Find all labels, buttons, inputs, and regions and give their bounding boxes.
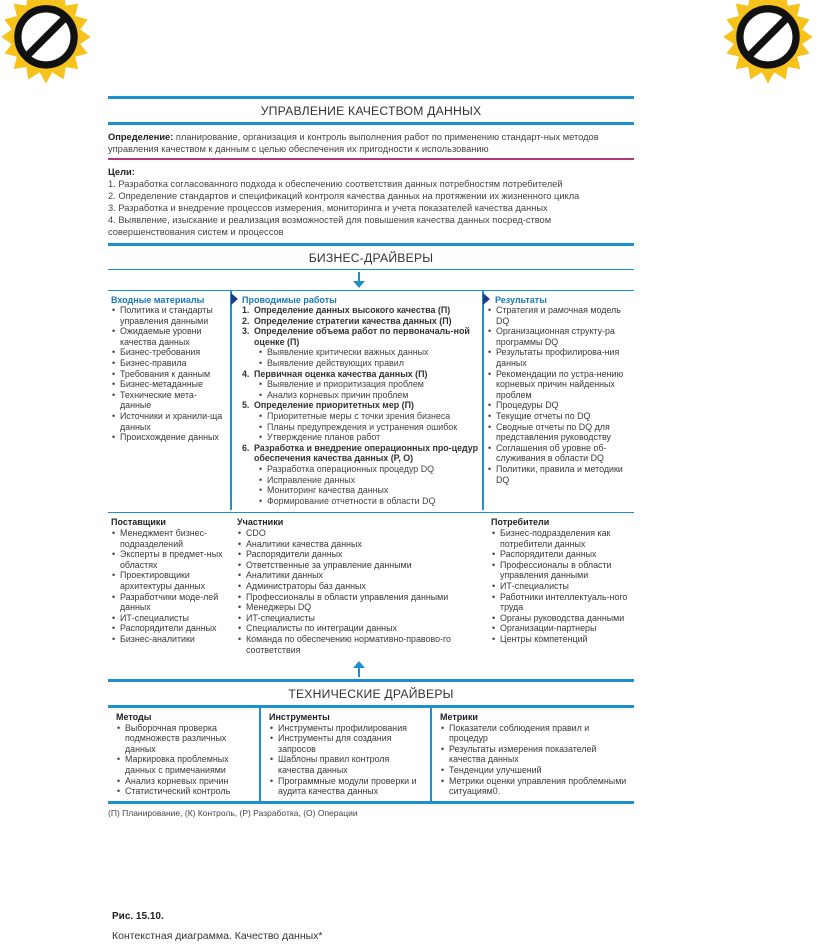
sub-item: • Мониторинг качества данных [258,485,478,496]
inputs-list [111,305,226,443]
sub-item: • Выявление критически важных данных [258,347,478,358]
activity-item [242,316,478,327]
list-item: • Бизнес-правила [111,358,226,369]
activities-list [242,305,478,506]
list-item: • Инструменты профилирования [269,723,426,734]
list-item: • Профессионалы в области управления данными [491,560,630,581]
no-sign-icon [0,0,98,92]
sub-item: • Исправление данных [258,475,478,486]
activity-item [242,400,478,442]
list-item: • Инструменты для создания запросов [269,733,426,754]
tools-heading: Инструменты [269,712,330,723]
list-item: • Аналитики данных [237,570,484,581]
list-item: • Процедуры DQ [487,400,630,411]
list-item: • Технические мета-данные [111,390,226,411]
list-item: • Бизнес-подразделения как потребители данных [491,528,630,549]
list-item: • Эксперты в предмет-ных областях [111,549,230,570]
list-item: • Текущие отчеты по DQ [487,411,630,422]
diagram-title: УПРАВЛЕНИЕ КАЧЕСТВОМ ДАННЫХ [260,104,482,118]
list-item: • Программные модули проверки и аудита качества данных [269,776,426,797]
activity-number: 3. [242,326,250,337]
business-drivers-title: БИЗНЕС-ДРАЙВЕРЫ [308,250,434,265]
triangle-marker-icon [231,293,238,305]
activity-item [242,326,478,368]
activity-label: Разработка и внедрение операционных про-цедур обеспечения качества данных (Р, О) [254,442,479,464]
goals-label: Цели: [108,166,135,177]
activity-label: Определение объема работ по первоначаль-ной оценке (П) [254,326,470,347]
list-item: • Ожидаемые уровни качества данных [111,326,226,347]
list-item: • Стратегия и рамочная модель DQ [487,305,630,326]
list-item: • Организации-партнеры [491,623,630,634]
list-item: • ИТ-специалисты [111,613,230,624]
list-item: • Распорядители данных [237,549,484,560]
results-list [487,305,630,485]
list-item: • Команда по обеспечению нормативно-правово-го соответствия [237,634,484,655]
technical-drivers-title: ТЕХНИЧЕСКИЕ ДРАЙВЕРЫ [288,687,454,702]
participants-column [234,513,488,659]
arrow-down-icon [352,272,366,288]
list-item: • Маркировка проблемных данных с примечаниями [116,754,255,775]
list-item: • Требования к данным [111,369,226,380]
list-item: • ИТ-специалисты [491,581,630,592]
methods-heading: Методы [116,712,152,723]
list-item: • Анализ корневых причин [116,776,255,787]
sub-item: • Планы предупреждения и устранения ошибок [258,422,478,433]
list-item: • Выборочная проверка подмножеств различных данных [116,723,255,755]
methods-column [108,708,261,801]
no-sign-icon [716,0,816,92]
list-item: • Проектировщики архитектуры данных [111,570,230,591]
list-item: • Статистический контроль [116,786,255,797]
up-arrow-row [108,659,634,679]
list-item: • Результаты измерения показателей качества данных [440,744,630,765]
triangle-marker-icon [483,293,490,305]
activity-number: 6. [242,442,250,453]
activity-label: Определение стратегии качества данных (П) [254,315,452,326]
activity-label: Определение данных высокого качества (П) [254,305,451,316]
list-item: • Происхождение данных [111,432,226,443]
list-item: • Соглашения об уровне об-служивания в области DQ [487,443,630,464]
list-item: • Бизнес-аналитики [111,634,230,645]
activity-number: 5. [242,400,250,411]
activity-number: 4. [242,368,250,379]
list-item: • Показатели соблюдения правил и процедур [440,723,630,744]
sub-item: • Разработка операционных процедур DQ [258,464,478,475]
list-item: • Ответственные за управление данными [237,560,484,571]
list-item: • Источники и хранили-ща данных [111,411,226,432]
stakeholders [108,512,634,659]
list-item: • CDO [237,528,484,539]
goal-item: 1. Разработка согласованного подхода к обеспечению соответствия данных потребностям потребителей [108,178,563,189]
metrics-column [432,708,634,801]
results-heading: Результаты [495,294,547,305]
goals [108,160,634,243]
activity-number: 1. [242,305,250,316]
sub-item: • Формирование отчетности в области DQ [258,496,478,507]
list-item: • Бизнес-требования [111,347,226,358]
activity-item [242,369,478,401]
consumers-column [488,513,634,659]
sub-item: • Выявление действующих правил [258,358,478,369]
goal-item: 4. Выявление, изыскание и реализация возможностей для повышения качества данных посред-ством совершенствования систем и процессов [108,214,552,237]
sub-item: • Анализ корневых причин проблем [258,390,478,401]
list-item: • Менеджеры DQ [237,602,484,613]
definition [108,125,634,158]
list-item: • Разработчики моде-лей данных [111,592,230,613]
figure-number: Рис. 15.10. [112,911,164,922]
list-item: • Рекомендации по устра-нению корневых причин найденных проблем [487,369,630,401]
definition-text: планирование, организация и контроль выполнения работ по применению стандарт-ных методов управления качеством к данным с целью обеспечения их пригодности к использованию [108,132,599,154]
down-arrow-row [108,270,634,290]
sub-item: • Приоритетные меры с точки зрения бизнеса [258,411,478,422]
list-item: • Политики, правила и методики DQ [487,464,630,485]
list-item: • Центры компетенций [491,634,630,645]
list-item: • Распорядители данных [491,549,630,560]
activities-column [230,291,484,511]
list-item: • Тенденции улучшений [440,765,630,776]
legend: (П) Планирование, (К) Контроль, (Р) Разработка, (О) Операции [108,807,358,818]
activity-item [242,305,478,316]
suppliers-column [108,513,234,659]
activity-item [242,443,478,507]
technical-drivers [108,708,634,801]
list-item: • Организационная структу-ра программы DQ [487,326,630,347]
list-item: • Органы руководства данными [491,613,630,624]
inputs-column [108,291,230,511]
activities-heading: Проводимые работы [242,294,337,305]
arrow-up-icon [352,661,366,677]
sub-item: • Выявление и приоритизация проблем [258,379,478,390]
results-column [484,291,634,511]
activity-number: 2. [242,315,250,326]
activity-label: Определение приоритетных мер (П) [254,400,414,411]
list-item: • Менеджмент бизнес-подразделений [111,528,230,549]
tools-column [261,708,432,801]
list-item: • Аналитики качества данных [237,539,484,550]
definition-label: Определение: [108,132,174,142]
list-item: • ИТ-специалисты [237,613,484,624]
suppliers-heading: Поставщики [111,517,166,528]
list-item: • Работники интеллектуаль-ного труда [491,592,630,613]
list-item: • Администраторы баз данных [237,581,484,592]
participants-heading: Участники [237,517,284,528]
goal-item: 3. Разработка и внедрение процессов измерения, мониторинга и учета показателей качества данных [108,202,548,213]
consumers-heading: Потребители [491,517,550,528]
list-item: • Метрики оценки управления проблемными ситуациям0. [440,776,630,797]
list-item: • Распорядители данных [111,623,230,634]
inputs-heading: Входные материалы [111,294,205,305]
context-diagram [108,96,634,818]
goal-item: 2. Определение стандартов и спецификаций контроля качества данных на протяжении их жизненного цикла [108,190,580,201]
list-item: • Профессионалы в области управления данными [237,592,484,603]
list-item: • Специалисты по интеграции данных [237,623,484,634]
sipoc-main [108,290,634,511]
sub-item: • Утверждение планов работ [258,432,478,443]
list-item: • Результаты профилирова-ния данных [487,347,630,368]
list-item: • Сводные отчеты по DQ для представления руководству [487,422,630,443]
list-item: • Шаблоны правил контроля качества данных [269,754,426,775]
list-item: • Бизнес-метаданные [111,379,226,390]
list-item: • Политика и стандарты управления данными [111,305,226,326]
metrics-heading: Метрики [440,712,478,723]
figure-caption: Контекстная диаграмма. Качество данных* [112,930,323,942]
activity-label: Первичная оценка качества данных (П) [254,368,428,379]
